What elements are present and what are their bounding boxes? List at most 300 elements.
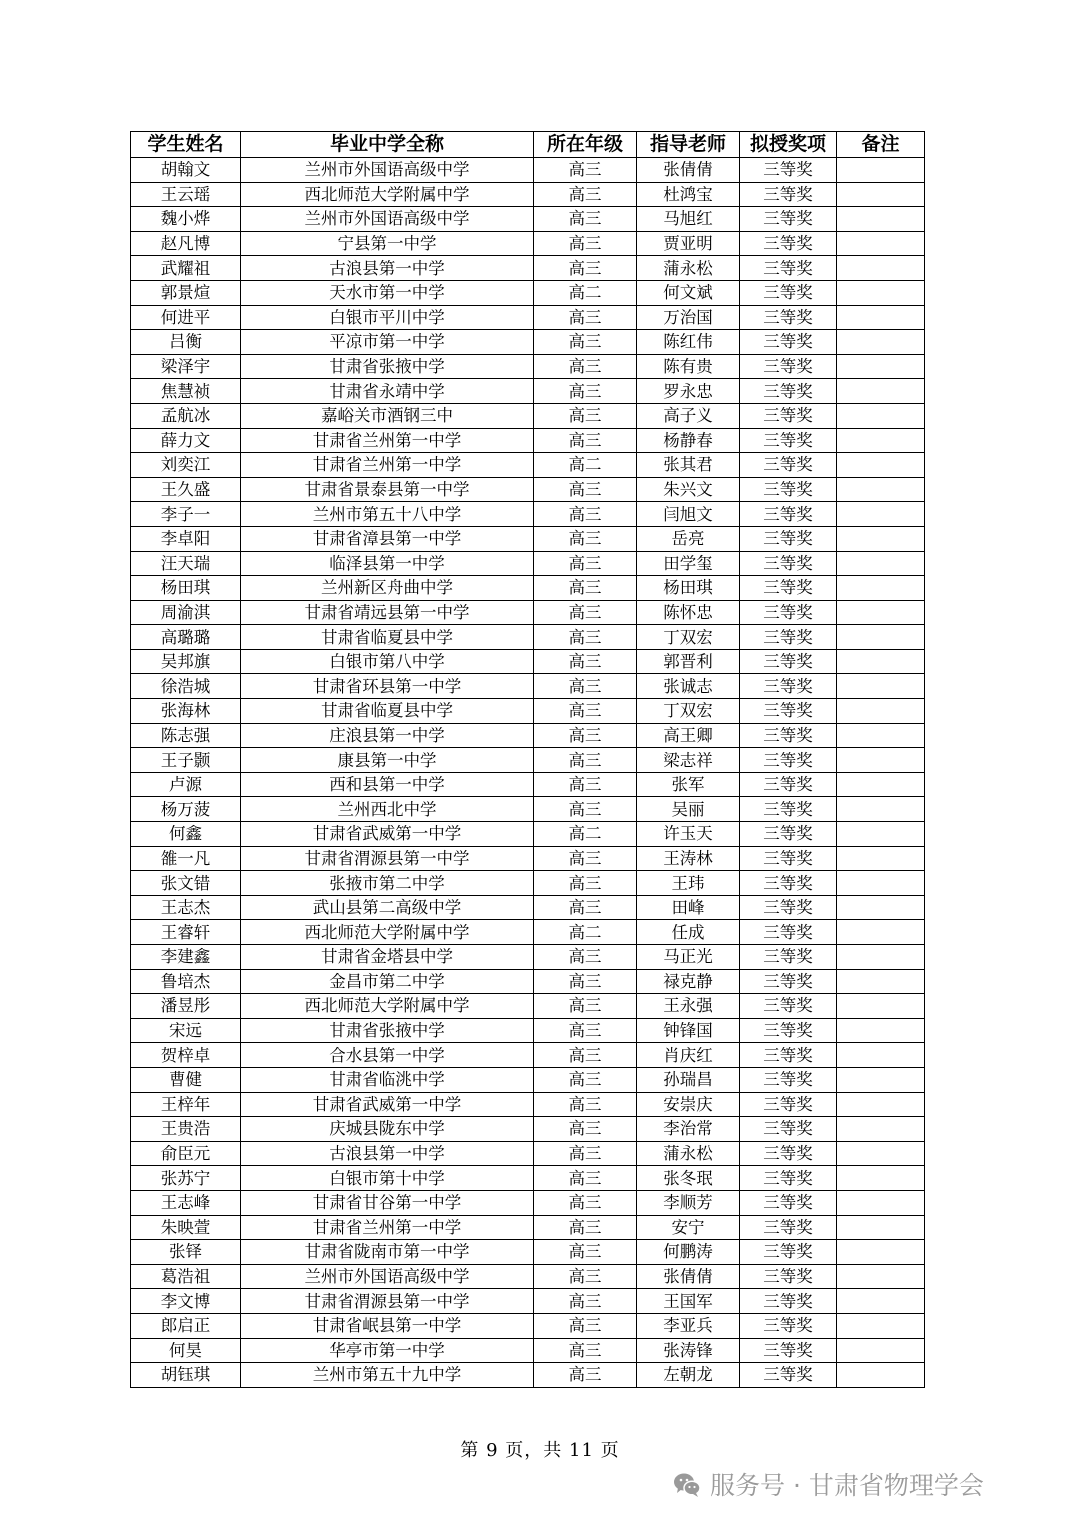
cell-grade: 高三: [534, 699, 637, 724]
cell-grade: 高三: [534, 403, 637, 428]
cell-teacher: 陈红伟: [637, 330, 740, 355]
cell-grade: 高三: [534, 182, 637, 207]
cell-student-name: 陈志强: [131, 723, 241, 748]
cell-teacher: 陈有贵: [637, 354, 740, 379]
cell-school-name: 兰州西北中学: [241, 797, 534, 822]
cell-grade: 高三: [534, 1289, 637, 1314]
cell-award: 三等奖: [740, 1264, 837, 1289]
cell-award: 三等奖: [740, 576, 837, 601]
cell-school-name: 甘肃省永靖中学: [241, 379, 534, 404]
cell-teacher: 高王卿: [637, 723, 740, 748]
table-row: [131, 477, 925, 502]
cell-school-name: 甘肃省兰州第一中学: [241, 1215, 534, 1240]
table-row: [131, 1289, 925, 1314]
cell-teacher: 孙瑞昌: [637, 1067, 740, 1092]
table-row: [131, 1190, 925, 1215]
cell-teacher: 禄克静: [637, 969, 740, 994]
cell-student-name: 郭景煊: [131, 280, 241, 305]
cell-teacher: 左朝龙: [637, 1363, 740, 1388]
cell-award: 三等奖: [740, 256, 837, 281]
cell-teacher: 张军: [637, 772, 740, 797]
table-row: [131, 945, 925, 970]
cell-school-name: 西和县第一中学: [241, 772, 534, 797]
table-row: [131, 748, 925, 773]
cell-school-name: 华亭市第一中学: [241, 1338, 534, 1363]
cell-award: 三等奖: [740, 600, 837, 625]
cell-school-name: 甘肃省渭源县第一中学: [241, 1289, 534, 1314]
cell-remarks: [837, 600, 925, 625]
cell-teacher: 王国军: [637, 1289, 740, 1314]
cell-school-name: 古浪县第一中学: [241, 256, 534, 281]
table-row: [131, 256, 925, 281]
cell-remarks: [837, 1190, 925, 1215]
cell-school-name: 甘肃省陇南市第一中学: [241, 1240, 534, 1265]
header-grade: 所在年级: [534, 132, 637, 158]
table-row: [131, 576, 925, 601]
table-row: [131, 1092, 925, 1117]
cell-award: 三等奖: [740, 280, 837, 305]
cell-award: 三等奖: [740, 969, 837, 994]
cell-teacher: 肖庆红: [637, 1043, 740, 1068]
cell-grade: 高三: [534, 551, 637, 576]
cell-award: 三等奖: [740, 207, 837, 232]
cell-remarks: [837, 182, 925, 207]
award-table: [130, 131, 925, 1388]
cell-teacher: 岳亮: [637, 526, 740, 551]
table-row: [131, 699, 925, 724]
table-row: [131, 1043, 925, 1068]
cell-teacher: 田学玺: [637, 551, 740, 576]
page-number: 第 9 页，共 11 页: [460, 1440, 620, 1461]
table-row: [131, 871, 925, 896]
cell-grade: 高三: [534, 994, 637, 1019]
table-row: [131, 1215, 925, 1240]
table-row: [131, 231, 925, 256]
cell-grade: 高三: [534, 477, 637, 502]
table-row: [131, 428, 925, 453]
cell-school-name: 天水市第一中学: [241, 280, 534, 305]
cell-award: 三等奖: [740, 1117, 837, 1142]
cell-award: 三等奖: [740, 649, 837, 674]
cell-grade: 高三: [534, 895, 637, 920]
cell-teacher: 陈怀忠: [637, 600, 740, 625]
cell-award: 三等奖: [740, 674, 837, 699]
cell-teacher: 许玉天: [637, 822, 740, 847]
cell-school-name: 平凉市第一中学: [241, 330, 534, 355]
cell-award: 三等奖: [740, 1289, 837, 1314]
cell-grade: 高三: [534, 1338, 637, 1363]
table-row: [131, 1338, 925, 1363]
cell-grade: 高三: [534, 772, 637, 797]
cell-student-name: 汪天瑞: [131, 551, 241, 576]
cell-grade: 高三: [534, 305, 637, 330]
cell-teacher: 王永强: [637, 994, 740, 1019]
table-row: [131, 920, 925, 945]
cell-remarks: [837, 330, 925, 355]
cell-award: 三等奖: [740, 699, 837, 724]
cell-award: 三等奖: [740, 822, 837, 847]
cell-school-name: 甘肃省渭源县第一中学: [241, 846, 534, 871]
cell-school-name: 白银市第十中学: [241, 1166, 534, 1191]
table-row: [131, 158, 925, 183]
cell-remarks: [837, 453, 925, 478]
cell-remarks: [837, 822, 925, 847]
cell-remarks: [837, 403, 925, 428]
cell-remarks: [837, 920, 925, 945]
table-header-row: [131, 132, 925, 158]
cell-teacher: 蒲永松: [637, 256, 740, 281]
table-row: [131, 502, 925, 527]
table-row: [131, 600, 925, 625]
cell-school-name: 甘肃省武威第一中学: [241, 822, 534, 847]
cell-award: 三等奖: [740, 403, 837, 428]
cell-teacher: 张涛锋: [637, 1338, 740, 1363]
cell-school-name: 康县第一中学: [241, 748, 534, 773]
cell-remarks: [837, 1166, 925, 1191]
cell-grade: 高二: [534, 280, 637, 305]
cell-student-name: 曹健: [131, 1067, 241, 1092]
cell-award: 三等奖: [740, 354, 837, 379]
cell-grade: 高三: [534, 1043, 637, 1068]
cell-award: 三等奖: [740, 1190, 837, 1215]
cell-award: 三等奖: [740, 1092, 837, 1117]
cell-school-name: 合水县第一中学: [241, 1043, 534, 1068]
table-row: [131, 182, 925, 207]
cell-grade: 高三: [534, 1018, 637, 1043]
cell-grade: 高三: [534, 649, 637, 674]
cell-remarks: [837, 576, 925, 601]
cell-remarks: [837, 256, 925, 281]
cell-award: 三等奖: [740, 871, 837, 896]
cell-teacher: 王玮: [637, 871, 740, 896]
cell-grade: 高三: [534, 723, 637, 748]
cell-grade: 高三: [534, 330, 637, 355]
table-row: [131, 822, 925, 847]
cell-student-name: 鲁培杰: [131, 969, 241, 994]
cell-teacher: 吴丽: [637, 797, 740, 822]
cell-school-name: 甘肃省岷县第一中学: [241, 1313, 534, 1338]
cell-teacher: 罗永忠: [637, 379, 740, 404]
cell-award: 三等奖: [740, 920, 837, 945]
cell-student-name: 高璐璐: [131, 625, 241, 650]
cell-student-name: 王贵浩: [131, 1117, 241, 1142]
cell-remarks: [837, 846, 925, 871]
cell-grade: 高二: [534, 920, 637, 945]
table-row: [131, 1117, 925, 1142]
cell-award: 三等奖: [740, 477, 837, 502]
cell-teacher: 梁志祥: [637, 748, 740, 773]
table-row: [131, 723, 925, 748]
cell-award: 三等奖: [740, 428, 837, 453]
cell-remarks: [837, 772, 925, 797]
table-row: [131, 1363, 925, 1388]
cell-grade: 高三: [534, 797, 637, 822]
cell-student-name: 杨万菠: [131, 797, 241, 822]
cell-teacher: 杨田琪: [637, 576, 740, 601]
cell-school-name: 甘肃省靖远县第一中学: [241, 600, 534, 625]
cell-school-name: 西北师范大学附属中学: [241, 994, 534, 1019]
cell-teacher: 杜鸿宝: [637, 182, 740, 207]
cell-teacher: 任成: [637, 920, 740, 945]
cell-award: 三等奖: [740, 1215, 837, 1240]
cell-grade: 高三: [534, 969, 637, 994]
cell-remarks: [837, 354, 925, 379]
cell-award: 三等奖: [740, 1141, 837, 1166]
cell-student-name: 王梓年: [131, 1092, 241, 1117]
table-row: [131, 772, 925, 797]
cell-remarks: [837, 207, 925, 232]
table-row: [131, 330, 925, 355]
cell-school-name: 甘肃省临洮中学: [241, 1067, 534, 1092]
cell-student-name: 徐浩城: [131, 674, 241, 699]
cell-award: 三等奖: [740, 453, 837, 478]
cell-school-name: 古浪县第一中学: [241, 1141, 534, 1166]
cell-grade: 高三: [534, 600, 637, 625]
table-row: [131, 453, 925, 478]
cell-award: 三等奖: [740, 305, 837, 330]
cell-teacher: 杨静春: [637, 428, 740, 453]
cell-remarks: [837, 551, 925, 576]
cell-student-name: 王子颢: [131, 748, 241, 773]
cell-teacher: 丁双宏: [637, 625, 740, 650]
cell-remarks: [837, 1215, 925, 1240]
cell-teacher: 何鹏涛: [637, 1240, 740, 1265]
cell-student-name: 俞臣元: [131, 1141, 241, 1166]
cell-award: 三等奖: [740, 945, 837, 970]
cell-remarks: [837, 477, 925, 502]
cell-award: 三等奖: [740, 994, 837, 1019]
table-row: [131, 895, 925, 920]
cell-grade: 高三: [534, 1313, 637, 1338]
cell-teacher: 郭晋利: [637, 649, 740, 674]
cell-student-name: 王睿轩: [131, 920, 241, 945]
cell-remarks: [837, 994, 925, 1019]
cell-award: 三等奖: [740, 1313, 837, 1338]
cell-grade: 高三: [534, 256, 637, 281]
cell-school-name: 甘肃省景泰县第一中学: [241, 477, 534, 502]
cell-student-name: 胡钰琪: [131, 1363, 241, 1388]
cell-student-name: 吴邦旗: [131, 649, 241, 674]
cell-remarks: [837, 723, 925, 748]
table-row: [131, 551, 925, 576]
cell-student-name: 焦慧祯: [131, 379, 241, 404]
cell-student-name: 朱映萱: [131, 1215, 241, 1240]
cell-grade: 高三: [534, 846, 637, 871]
wechat-icon: [672, 1469, 702, 1499]
cell-remarks: [837, 1289, 925, 1314]
cell-school-name: 兰州市第五十八中学: [241, 502, 534, 527]
cell-award: 三等奖: [740, 895, 837, 920]
cell-grade: 高三: [534, 207, 637, 232]
watermark: [672, 1464, 984, 1504]
cell-grade: 高三: [534, 502, 637, 527]
cell-grade: 高三: [534, 945, 637, 970]
cell-remarks: [837, 1363, 925, 1388]
cell-award: 三等奖: [740, 723, 837, 748]
cell-remarks: [837, 1018, 925, 1043]
cell-student-name: 武耀祖: [131, 256, 241, 281]
cell-remarks: [837, 625, 925, 650]
table-row: [131, 1018, 925, 1043]
cell-student-name: 李建鑫: [131, 945, 241, 970]
cell-student-name: 张苏宁: [131, 1166, 241, 1191]
cell-award: 三等奖: [740, 502, 837, 527]
cell-student-name: 何昊: [131, 1338, 241, 1363]
table-row: [131, 1141, 925, 1166]
cell-school-name: 甘肃省临夏县中学: [241, 699, 534, 724]
cell-award: 三等奖: [740, 797, 837, 822]
cell-student-name: 张铎: [131, 1240, 241, 1265]
cell-teacher: 安宁: [637, 1215, 740, 1240]
cell-remarks: [837, 945, 925, 970]
cell-student-name: 宋远: [131, 1018, 241, 1043]
cell-school-name: 甘肃省张掖中学: [241, 354, 534, 379]
cell-grade: 高三: [534, 1092, 637, 1117]
cell-award: 三等奖: [740, 1166, 837, 1191]
cell-remarks: [837, 280, 925, 305]
cell-student-name: 张文错: [131, 871, 241, 896]
table-row: [131, 305, 925, 330]
cell-teacher: 张诚志: [637, 674, 740, 699]
cell-teacher: 贾亚明: [637, 231, 740, 256]
cell-school-name: 西北师范大学附属中学: [241, 920, 534, 945]
cell-school-name: 庆城县陇东中学: [241, 1117, 534, 1142]
cell-grade: 高三: [534, 748, 637, 773]
cell-remarks: [837, 379, 925, 404]
cell-remarks: [837, 649, 925, 674]
cell-teacher: 丁双宏: [637, 699, 740, 724]
cell-remarks: [837, 502, 925, 527]
cell-remarks: [837, 674, 925, 699]
cell-award: 三等奖: [740, 526, 837, 551]
cell-student-name: 刘奕江: [131, 453, 241, 478]
header-award: 拟授奖项: [740, 132, 837, 158]
cell-student-name: 张海林: [131, 699, 241, 724]
table-row: [131, 403, 925, 428]
cell-teacher: 何文斌: [637, 280, 740, 305]
cell-grade: 高三: [534, 1141, 637, 1166]
table-row: [131, 797, 925, 822]
cell-remarks: [837, 1067, 925, 1092]
cell-award: 三等奖: [740, 1338, 837, 1363]
cell-teacher: 万治国: [637, 305, 740, 330]
cell-grade: 高三: [534, 871, 637, 896]
cell-award: 三等奖: [740, 846, 837, 871]
cell-teacher: 马正光: [637, 945, 740, 970]
cell-remarks: [837, 1141, 925, 1166]
cell-student-name: 吕衡: [131, 330, 241, 355]
cell-student-name: 雒一凡: [131, 846, 241, 871]
cell-remarks: [837, 428, 925, 453]
cell-grade: 高三: [534, 1264, 637, 1289]
cell-remarks: [837, 1043, 925, 1068]
cell-award: 三等奖: [740, 625, 837, 650]
cell-remarks: [837, 1264, 925, 1289]
cell-teacher: 张其君: [637, 453, 740, 478]
cell-remarks: [837, 305, 925, 330]
cell-school-name: 甘肃省兰州第一中学: [241, 453, 534, 478]
cell-school-name: 武山县第二高级中学: [241, 895, 534, 920]
cell-school-name: 甘肃省兰州第一中学: [241, 428, 534, 453]
table-row: [131, 1264, 925, 1289]
cell-school-name: 白银市平川中学: [241, 305, 534, 330]
cell-award: 三等奖: [740, 158, 837, 183]
cell-student-name: 郎启正: [131, 1313, 241, 1338]
cell-student-name: 王云瑶: [131, 182, 241, 207]
cell-remarks: [837, 969, 925, 994]
table-row: [131, 379, 925, 404]
cell-grade: 高二: [534, 822, 637, 847]
table-row: [131, 1313, 925, 1338]
cell-school-name: 甘肃省临夏县中学: [241, 625, 534, 650]
cell-grade: 高三: [534, 428, 637, 453]
cell-award: 三等奖: [740, 1240, 837, 1265]
cell-remarks: [837, 158, 925, 183]
table-row: [131, 649, 925, 674]
cell-grade: 高三: [534, 576, 637, 601]
cell-student-name: 魏小烨: [131, 207, 241, 232]
cell-teacher: 高子义: [637, 403, 740, 428]
cell-teacher: 王涛林: [637, 846, 740, 871]
table-row: [131, 846, 925, 871]
cell-school-name: 甘肃省金塔县中学: [241, 945, 534, 970]
cell-grade: 高三: [534, 1240, 637, 1265]
cell-teacher: 李顺芳: [637, 1190, 740, 1215]
cell-school-name: 嘉峪关市酒钢三中: [241, 403, 534, 428]
header-school-name: 毕业中学全称: [241, 132, 534, 158]
cell-grade: 高三: [534, 625, 637, 650]
cell-grade: 高三: [534, 231, 637, 256]
cell-teacher: 闫旭文: [637, 502, 740, 527]
cell-school-name: 兰州市外国语高级中学: [241, 1264, 534, 1289]
cell-student-name: 胡翰文: [131, 158, 241, 183]
cell-grade: 高三: [534, 1190, 637, 1215]
table-row: [131, 625, 925, 650]
cell-teacher: 张倩倩: [637, 1264, 740, 1289]
cell-school-name: 兰州市外国语高级中学: [241, 158, 534, 183]
cell-student-name: 葛浩祖: [131, 1264, 241, 1289]
cell-school-name: 甘肃省环县第一中学: [241, 674, 534, 699]
cell-remarks: [837, 797, 925, 822]
cell-teacher: 田峰: [637, 895, 740, 920]
cell-student-name: 贺梓卓: [131, 1043, 241, 1068]
cell-award: 三等奖: [740, 1067, 837, 1092]
cell-school-name: 甘肃省甘谷第一中学: [241, 1190, 534, 1215]
table-row: [131, 674, 925, 699]
table-row: [131, 969, 925, 994]
cell-grade: 高三: [534, 1117, 637, 1142]
cell-school-name: 张掖市第二中学: [241, 871, 534, 896]
table-row: [131, 207, 925, 232]
cell-grade: 高三: [534, 1215, 637, 1240]
cell-teacher: 李治常: [637, 1117, 740, 1142]
table-row: [131, 526, 925, 551]
cell-school-name: 甘肃省张掖中学: [241, 1018, 534, 1043]
cell-remarks: [837, 1092, 925, 1117]
cell-student-name: 王志杰: [131, 895, 241, 920]
cell-remarks: [837, 526, 925, 551]
cell-remarks: [837, 231, 925, 256]
table-row: [131, 1067, 925, 1092]
table-row: [131, 1166, 925, 1191]
cell-remarks: [837, 1338, 925, 1363]
cell-grade: 高三: [534, 1166, 637, 1191]
cell-remarks: [837, 1313, 925, 1338]
cell-student-name: 梁泽宇: [131, 354, 241, 379]
cell-student-name: 王久盛: [131, 477, 241, 502]
cell-remarks: [837, 1240, 925, 1265]
cell-school-name: 金昌市第二中学: [241, 969, 534, 994]
